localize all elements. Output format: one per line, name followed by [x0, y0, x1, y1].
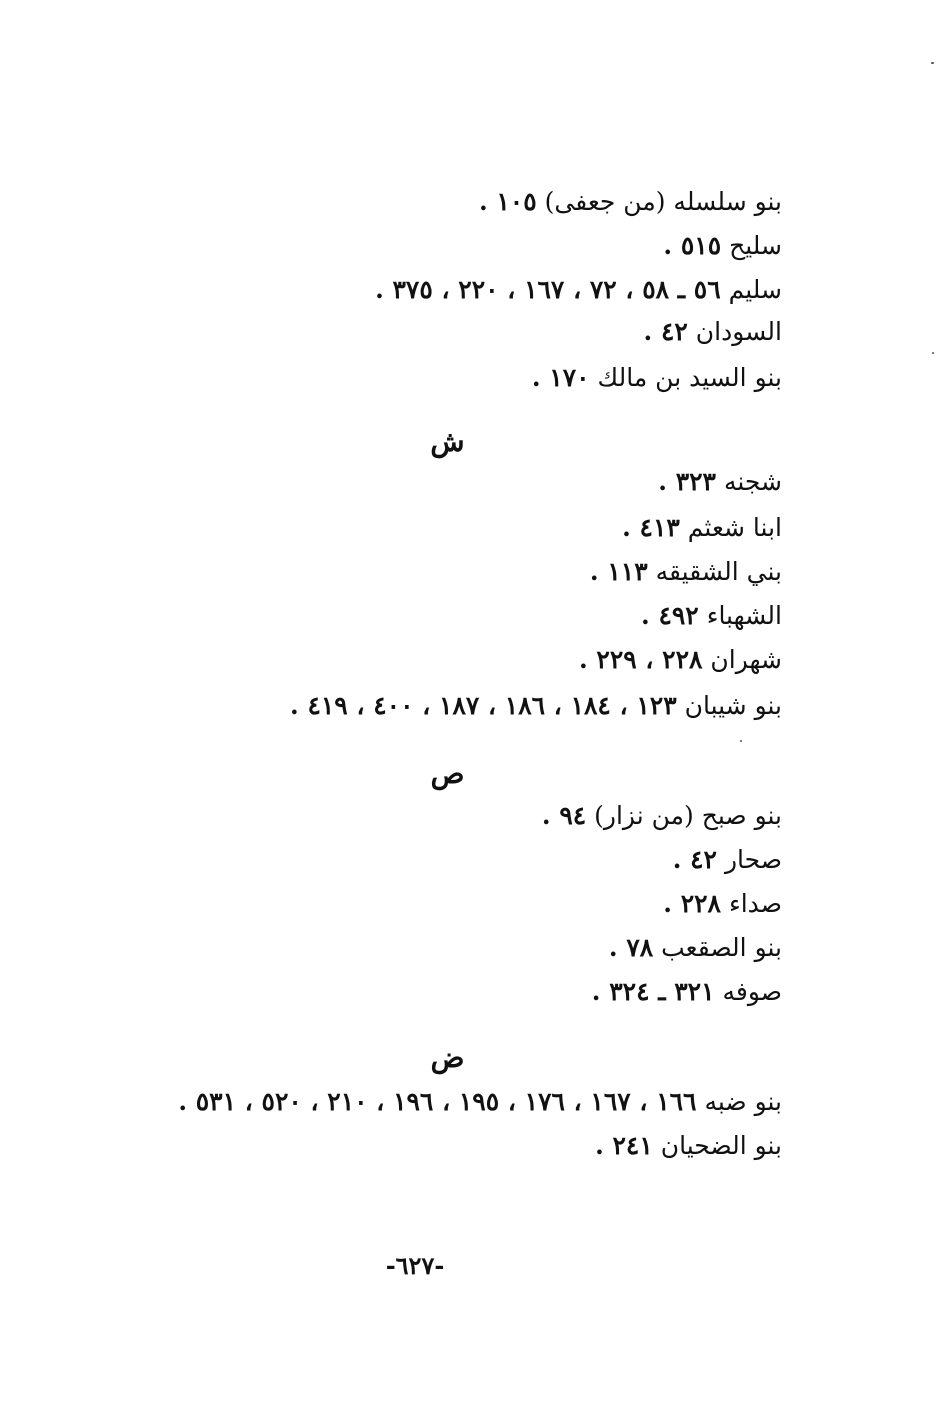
entry-name: صداء: [728, 889, 782, 918]
index-entry: [622, 512, 782, 544]
index-entry: [663, 888, 782, 920]
entry-name: شهران: [710, 645, 782, 674]
index-entry: [673, 844, 782, 876]
index-entry: [663, 230, 782, 262]
entry-name: ابنا شعثم: [687, 513, 782, 542]
entry-name: بنو شيبان: [684, 691, 782, 720]
index-entry: [479, 186, 782, 218]
entry-name: صحار: [724, 845, 782, 874]
index-entry: [609, 932, 782, 964]
entry-name: صوفه: [722, 977, 782, 1006]
entry-name: بنو الصقعب: [661, 933, 782, 962]
index-entry: [178, 1086, 782, 1118]
entry-page-numbers: ٧٨ .: [608, 933, 654, 962]
entry-page-numbers: ١٢٣ ، ١٨٤ ، ١٨٦ ، ١٨٧ ، ٤٠٠ ، ٤١٩ .: [290, 691, 677, 720]
index-entry: [644, 316, 782, 348]
entry-name: الشهباء: [706, 601, 782, 630]
scan-speck: [932, 352, 934, 354]
entry-page-numbers: ١٦٦ ، ١٦٧ ، ١٧٦ ، ١٩٥ ، ١٩٦ ، ٢١٠ ، ٥٢٠ ، ٥٣١ .: [178, 1087, 697, 1116]
entry-name: بنو ضبه: [704, 1087, 782, 1116]
entry-page-numbers: ٣٢٣ .: [658, 467, 716, 496]
entry-name: شجنه: [723, 467, 782, 496]
page-number: -٦٢٧-: [385, 1251, 445, 1280]
index-entry: [579, 644, 782, 676]
entry-page-numbers: ٣٢١ ـ ٣٢٤ .: [591, 977, 715, 1006]
entry-name: بنو صبح (من نزار): [594, 801, 782, 830]
entry-page-numbers: ٤٢ .: [672, 845, 717, 874]
entry-name: بني الشقيقه: [655, 557, 782, 586]
entry-name: سليم: [728, 275, 782, 304]
index-entry: [641, 600, 782, 632]
entry-page-numbers: ٢٢٨ ، ٢٢٩ .: [578, 645, 703, 674]
section-letter-heading: ش: [430, 425, 465, 458]
section-letter-heading: ص: [430, 757, 465, 790]
entry-page-numbers: ٩٤ .: [541, 801, 587, 830]
index-entry: [658, 466, 782, 498]
scan-speck: [931, 62, 934, 64]
entry-page-numbers: ٢٢٨ .: [663, 889, 721, 918]
entry-page-numbers: ١٠٥ .: [478, 187, 537, 216]
index-entry: [532, 362, 782, 394]
index-entry: [375, 274, 782, 306]
entry-page-numbers: ٤٢ .: [643, 317, 688, 346]
index-entry: [595, 1130, 782, 1162]
entry-name: السودان: [695, 317, 782, 346]
entry-page-numbers: ٥١٥ .: [663, 231, 722, 260]
entry-name: بنو الضحيان: [660, 1131, 782, 1160]
entry-page-numbers: ٢٤١ .: [595, 1131, 653, 1160]
entry-name: سليح: [729, 231, 782, 260]
entry-page-numbers: ١١٣ .: [589, 557, 648, 586]
index-entry: [290, 690, 782, 722]
index-entry: [590, 556, 782, 588]
index-entry: [542, 800, 782, 832]
entry-page-numbers: ٥٦ ـ ٥٨ ، ٧٢ ، ١٦٧ ، ٢٢٠ ، ٣٧٥ .: [375, 275, 721, 304]
entry-page-numbers: ٤٩٢ .: [641, 601, 699, 630]
scan-speck: [740, 740, 742, 742]
section-letter-heading: ض: [430, 1041, 465, 1074]
entry-name: بنو سلسله (من جعفى): [544, 187, 782, 216]
entry-name: بنو السيد بن مالك: [597, 363, 782, 392]
entry-page-numbers: ٤١٣ .: [622, 513, 680, 542]
entry-page-numbers: ١٧٠ .: [531, 363, 590, 392]
index-entry: [592, 976, 782, 1008]
